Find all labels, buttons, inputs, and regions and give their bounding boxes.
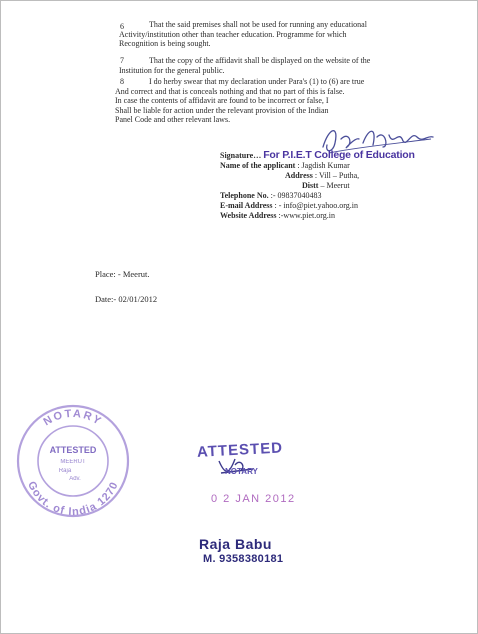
para-6-line: Recognition is being sought. bbox=[119, 39, 211, 49]
para-6-line: That the said premises shall not be used for running any educational bbox=[149, 20, 367, 29]
svg-text:Raja: Raja bbox=[58, 468, 72, 474]
svg-text:NOTARY: NOTARY bbox=[41, 407, 105, 429]
svg-text:Adv.: Adv. bbox=[69, 476, 81, 482]
email-row bbox=[220, 201, 415, 211]
para-8-line: I do herby swear that my declaration under Para's (1) to (6) are true bbox=[149, 77, 365, 86]
applicant-name-value: : Jagdish Kumar bbox=[297, 161, 350, 170]
para-8-line: And correct and that is conceals nothing and that no part of this is false. bbox=[115, 86, 345, 96]
applicant-name-label: Name of the applicant bbox=[220, 161, 296, 170]
para-7-line: Institution for the general public. bbox=[119, 65, 225, 75]
notary-seal bbox=[13, 401, 133, 521]
address-label: Address bbox=[285, 171, 313, 180]
attest-date: 0 2 JAN 2012 bbox=[211, 493, 296, 505]
signature-block bbox=[220, 150, 415, 221]
para-8-line: Panel Code and other relevant laws. bbox=[115, 115, 231, 125]
applicant-name-row bbox=[220, 161, 415, 171]
distt-label: Distt bbox=[302, 181, 319, 190]
attest-stamp bbox=[196, 439, 307, 565]
notary-mobile: M. 9358380181 bbox=[203, 553, 284, 565]
distt-value: – Meerut bbox=[320, 181, 350, 190]
date-line: Date:- 02/01/2012 bbox=[95, 294, 158, 304]
telephone-label: Telephone No. bbox=[220, 191, 269, 200]
para-7-line: That the copy of the affidavit shall be displayed on the website of the bbox=[149, 56, 371, 65]
para-8-line: Shall be liable for action under the relevant provision of the Indian bbox=[115, 105, 329, 115]
place-line: Place: - Meerut. bbox=[95, 269, 150, 279]
para-6-line: Activity/institution other than teacher education. Programme for which bbox=[119, 29, 347, 39]
para-6-number: 6 bbox=[120, 22, 124, 31]
signature-label: Signature… bbox=[220, 151, 262, 160]
address-row bbox=[220, 171, 415, 181]
svg-text:MEERUT: MEERUT bbox=[60, 459, 86, 465]
telephone-value: :- 09837040483 bbox=[270, 191, 322, 200]
notary-text: NOTARY bbox=[225, 467, 258, 476]
website-value: :-www.piet.org.in bbox=[278, 211, 335, 220]
svg-text:ATTESTED: ATTESTED bbox=[49, 445, 97, 455]
para-7-number: 7 bbox=[120, 56, 124, 65]
notary-name: Raja Babu bbox=[199, 536, 272, 552]
svg-text:Govt. of India 1270: Govt. of India 1270 bbox=[24, 479, 121, 519]
college-stamp: For P.I.E.T College of Education bbox=[263, 149, 415, 161]
attested-text: ATTESTED bbox=[196, 439, 284, 461]
telephone-row bbox=[220, 191, 415, 201]
para-6 bbox=[119, 20, 409, 49]
email-value: : - info@piet.yahoo.org.in bbox=[274, 201, 358, 210]
website-row bbox=[220, 211, 415, 221]
email-label: E-mail Address bbox=[220, 201, 273, 210]
para-8-line: In case the contents of affidavit are found to be incorrect or false, I bbox=[115, 96, 329, 106]
signature-row bbox=[220, 150, 415, 161]
website-label: Website Address bbox=[220, 211, 277, 220]
address-value: : Vill – Putha, bbox=[314, 171, 360, 180]
para-7 bbox=[119, 56, 409, 75]
para-8-number: 8 bbox=[120, 77, 124, 86]
distt-row bbox=[220, 181, 415, 191]
